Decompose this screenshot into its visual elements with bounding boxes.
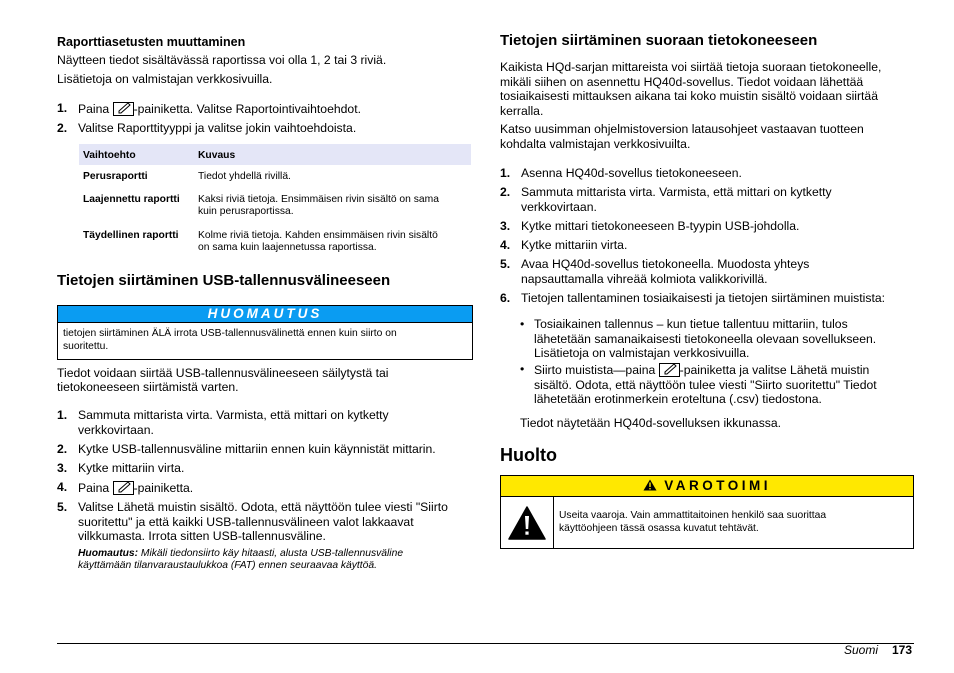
footer-rule xyxy=(57,643,914,644)
paragraph: Lisätietoja on valmistajan verkkosivuilla. xyxy=(57,72,273,86)
notice-text: tietojen siirtäminen ÄLÄ irrota USB-tallennusvälinettä ennen kuin siirto on xyxy=(63,328,397,339)
paragraph: Tiedot näytetään HQ40d-sovelluksen ikkunassa. xyxy=(520,416,782,430)
table-cell-desc: kuin perusraportissa. xyxy=(198,206,294,217)
warning-box xyxy=(500,475,914,549)
paragraph: tietokoneeseen siirtämistä varten. xyxy=(57,380,239,394)
pencil-icon xyxy=(113,480,134,495)
table-cell-desc: Kaksi riviä tietoja. Ensimmäisen rivin sisältö on sama xyxy=(198,194,439,205)
heading-maintenance: Huolto xyxy=(500,445,557,465)
table-header-bg xyxy=(79,144,471,165)
page-number: 173 xyxy=(892,643,913,657)
table-cell-desc: Tiedot yhdellä rivillä. xyxy=(198,171,291,182)
pencil-icon xyxy=(659,362,680,377)
table-header: Vaihtoehto xyxy=(83,150,136,161)
warning-text: Useita vaaroja. Vain ammattitaitoinen henkilö saa suorittaa xyxy=(559,510,827,521)
table-cell-option: Täydellinen raportti xyxy=(83,230,179,241)
footer-language: Suomi xyxy=(844,643,879,657)
notice-box xyxy=(57,305,473,360)
warning-text: käyttöohjeen tässä osassa kuvatut tehtävät. xyxy=(559,523,759,534)
warning-triangle-icon xyxy=(643,479,657,491)
bullet-dot: • xyxy=(520,362,525,376)
paragraph: Kaikista HQd-sarjan mittareista voi siirtää tietoja suoraan tietokoneelle, mikäli siihen on asennettu HQ40d-sovellus. Tiedot voidaan lähettää tosiaikaisesti mittauksen aikana tai koko muistin sisältö voidaan siirtää kerralla. xyxy=(500,60,882,118)
heading-usb-transfer: Tietojen siirtäminen USB-tallennusvälineeseen xyxy=(57,272,391,289)
table-cell-desc: Kolme riviä tietoja. Kahden ensimmäisen rivin sisältö xyxy=(198,230,438,241)
paragraph: Katso uusimman ohjelmistoversion latausohjeet vastaavan tuotteen kohdalta valmistajan verkkosivuilta. xyxy=(500,122,864,151)
warning-triangle-icon xyxy=(508,506,546,540)
warning-title: VAROTOIMI xyxy=(664,478,772,493)
table-cell-desc: on sama kuin laajennetussa raportissa. xyxy=(198,242,377,253)
paragraph: Tiedot voidaan siirtää USB-tallennusvälineeseen säilytystä tai xyxy=(57,366,389,380)
heading-direct-transfer: Tietojen siirtäminen suoraan tietokoneeseen xyxy=(500,32,818,49)
table-cell-option: Laajennettu raportti xyxy=(83,194,180,205)
table-header: Kuvaus xyxy=(198,150,236,161)
notice-text: suoritettu. xyxy=(63,341,109,352)
paragraph: Näytteen tiedot sisältävässä raportissa voi olla 1, 2 tai 3 riviä. xyxy=(57,53,387,67)
heading-report-settings: Raporttiasetusten muuttaminen xyxy=(57,35,246,49)
footnote: Huomautus: Mikäli tiedonsiirto käy hitaasti, alusta USB-tallennusväline käyttämään tilanvaraustaulukkoa (FAT) ennen seuraavaa käyttöä. xyxy=(78,548,404,571)
notice-title: HUOMAUTUS xyxy=(58,306,472,323)
bullet-dot: • xyxy=(520,317,525,331)
table-cell-option: Perusraportti xyxy=(83,171,148,182)
pencil-icon xyxy=(113,101,134,116)
